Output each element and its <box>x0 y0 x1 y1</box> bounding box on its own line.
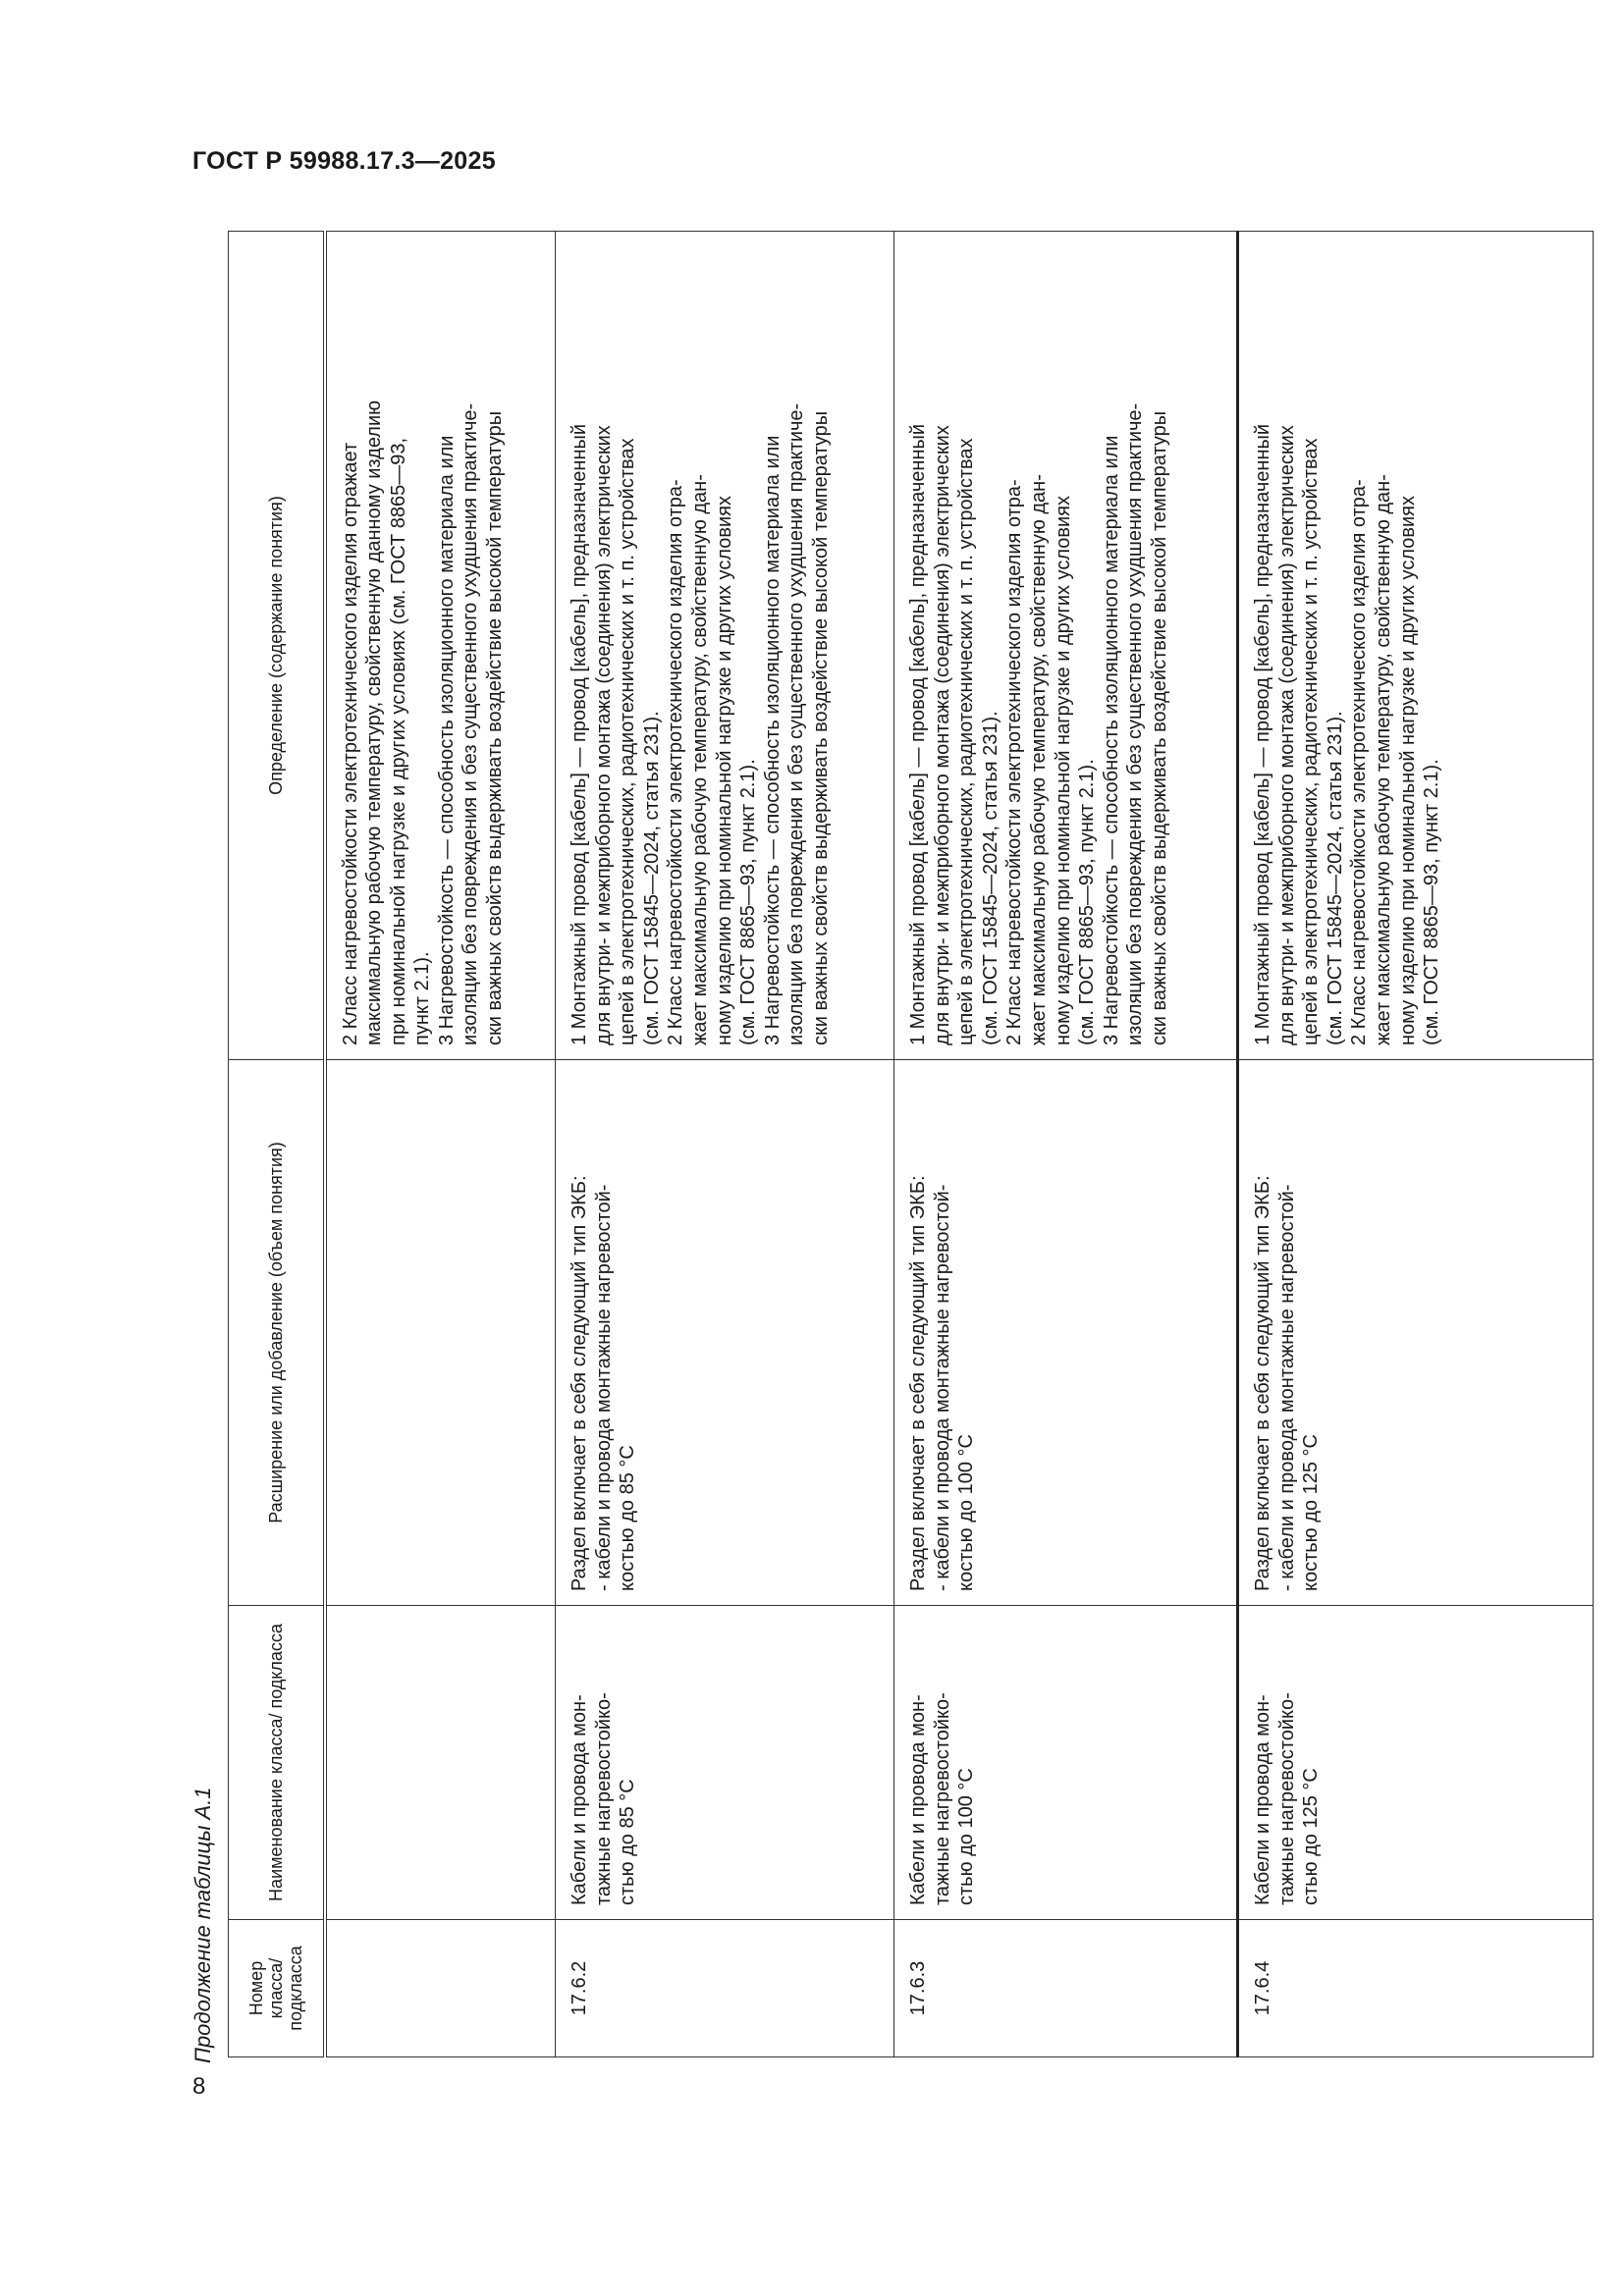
cell-text-line: (см. ГОСТ 8865—93, пункт 2.1). <box>737 759 760 1045</box>
cell-text-line: ному изделию при номинальной нагрузке и других условиях <box>1052 496 1074 1045</box>
cell-class-number: 17.6.4 <box>1238 1920 1594 2057</box>
cell-class-name <box>1238 1606 1594 1920</box>
cell-text-line: ски важных свойств выдерживать воздействие высокой температуры <box>484 410 507 1045</box>
cell-text-line: (см. ГОСТ 8865—93, пункт 2.1). <box>1421 759 1443 1045</box>
cell-class-number <box>325 1920 556 2057</box>
cell-text-line: - кабели и провода монтажные нагревостой- <box>1275 1184 1298 1591</box>
cell-text-line: (см. ГОСТ 15845—2024, статья 231). <box>1324 711 1346 1045</box>
cell-text-line: тажные нагревостойко- <box>1275 1692 1298 1905</box>
cell-text-line: костью до 100 °С <box>955 1434 978 1591</box>
table-row <box>894 232 1238 2057</box>
page-number: 8 <box>192 2073 206 2100</box>
cell-text-line: Кабели и провода мон- <box>568 1694 590 1905</box>
cell-text-line: максимальную рабочую температуру, свойственную данному изделию <box>363 400 386 1045</box>
cell-text-line: тажные нагревостойко- <box>592 1692 615 1905</box>
cell-text-line: стью до 125 °С <box>1300 1768 1323 1905</box>
cell-scope <box>894 1060 1238 1606</box>
cell-text-line: ски важных свойств выдерживать воздействие высокой температуры <box>809 410 832 1045</box>
cell-text-line: Раздел включает в себя следующий тип ЭКБ: <box>568 1175 590 1591</box>
cell-text-line: 3 Нагревостойкость — способность изоляционного материала или <box>761 435 784 1045</box>
column-header-scope: Расширение или добавление (объем понятия) <box>229 1060 325 1606</box>
table-header-row <box>229 232 325 2057</box>
cell-text-line: 2 Класс нагревостойкости электротехнического изделия отра- <box>1003 479 1026 1045</box>
cell-text-line: ски важных свойств выдерживать воздействие высокой температуры <box>1148 410 1170 1045</box>
cell-definition <box>556 232 894 1060</box>
cell-text-line: изоляции без повреждения и без существенного ухудшения практиче- <box>460 402 482 1045</box>
cell-text-line: при номинальной нагрузке и других условиях (см. ГОСТ 8865—93, <box>387 437 409 1045</box>
column-header-definition: Определение (содержание понятия) <box>229 232 325 1060</box>
table-row <box>1238 232 1594 2057</box>
table-row <box>556 232 894 2057</box>
table-row <box>325 232 556 2057</box>
cell-text-line: 1 Монтажный провод [кабель] — провод [кабель], предназначенный <box>568 423 590 1045</box>
column-header-name: Наименование класса/ подкласса <box>229 1606 325 1920</box>
cell-text-line: ному изделию при номинальной нагрузке и других условиях <box>1396 496 1419 1045</box>
cell-text-line: 3 Нагревостойкость — способность изоляционного материала или <box>435 435 458 1045</box>
cell-text-line: 2 Класс нагревостойкости электротехнического изделия отра- <box>1348 479 1371 1045</box>
cell-text-line: 3 Нагревостойкость — способность изоляционного материала или <box>1100 435 1122 1045</box>
cell-scope <box>556 1060 894 1606</box>
cell-text-line: изоляции без повреждения и без существенного ухудшения практиче- <box>1124 402 1147 1045</box>
cell-definition <box>1238 232 1594 1060</box>
cell-class-name <box>894 1606 1238 1920</box>
cell-text-line: цепей в электротехнических, радиотехнических и т. п. устройствах <box>617 438 639 1045</box>
cell-text-line: костью до 85 °С <box>617 1445 639 1591</box>
cell-text-line: для внутри- и межприборного монтажа (соединения) электрических <box>931 425 953 1045</box>
cell-text-line: стью до 85 °С <box>617 1779 639 1905</box>
cell-class-number: 17.6.2 <box>556 1920 894 2057</box>
cell-text-line: 1 Монтажный провод [кабель] — провод [кабель], предназначенный <box>1252 423 1273 1045</box>
cell-text-line: пункт 2.1). <box>411 951 434 1045</box>
cell-text-line: жает максимальную рабочую температуру, свойственную дан- <box>1027 474 1050 1045</box>
cell-scope <box>1238 1060 1594 1606</box>
column-header-number: Номер класса/ подкласса <box>229 1920 325 2057</box>
cell-class-number: 17.6.3 <box>894 1920 1238 2057</box>
cell-text-line: цепей в электротехнических, радиотехнических и т. п. устройствах <box>1300 438 1323 1045</box>
cell-text-line: Кабели и провода мон- <box>907 1694 929 1905</box>
cell-text-line: тажные нагревостойко- <box>931 1692 953 1905</box>
cell-text-line: для внутри- и межприборного монтажа (соединения) электрических <box>1275 425 1298 1045</box>
cell-text-line: цепей в электротехнических, радиотехнических и т. п. устройствах <box>955 438 978 1045</box>
cell-text-line: (см. ГОСТ 15845—2024, статья 231). <box>640 711 663 1045</box>
cell-class-name <box>556 1606 894 1920</box>
cell-text-line: Кабели и провода мон- <box>1252 1694 1273 1905</box>
cell-text-line: жает максимальную рабочую температуру, свойственную дан- <box>688 474 711 1045</box>
cell-text-line: 2 Класс нагревостойкости электротехнического изделия отра- <box>665 479 687 1045</box>
document-header: ГОСТ Р 59988.17.3—2025 <box>192 147 496 175</box>
cell-definition <box>325 232 556 1060</box>
cell-text-line: жает максимальную рабочую температуру, свойственную дан- <box>1372 474 1394 1045</box>
cell-text-line: (см. ГОСТ 15845—2024, статья 231). <box>979 711 1001 1045</box>
cell-definition <box>894 232 1238 1060</box>
cell-class-name <box>325 1606 556 1920</box>
cell-text-line: ному изделию при номинальной нагрузке и других условиях <box>713 496 735 1045</box>
cell-text-line: - кабели и провода монтажные нагревостой- <box>592 1184 615 1591</box>
table-continuation-caption: Продолжение таблицы А.1 <box>190 1787 215 2063</box>
cell-text-line: Раздел включает в себя следующий тип ЭКБ: <box>907 1175 929 1591</box>
cell-text-line: костью до 125 °С <box>1300 1434 1323 1591</box>
cell-text-line: изоляции без повреждения и без существенного ухудшения практиче- <box>785 402 808 1045</box>
rotated-table-container <box>228 232 1494 2057</box>
cell-text-line: - кабели и провода монтажные нагревостой- <box>931 1184 953 1591</box>
cell-text-line: для внутри- и межприборного монтажа (соединения) электрических <box>592 425 615 1045</box>
cell-text-line: стью до 100 °С <box>955 1768 978 1905</box>
cell-scope <box>325 1060 556 1606</box>
cell-text-line: 2 Класс нагревостойкости электротехнического изделия отражает <box>339 442 361 1045</box>
cell-text-line: (см. ГОСТ 8865—93, пункт 2.1). <box>1076 759 1099 1045</box>
cell-text-line: Раздел включает в себя следующий тип ЭКБ: <box>1252 1175 1273 1591</box>
classification-table <box>228 231 1594 2057</box>
cell-text-line: 1 Монтажный провод [кабель] — провод [кабель], предназначенный <box>907 423 929 1045</box>
